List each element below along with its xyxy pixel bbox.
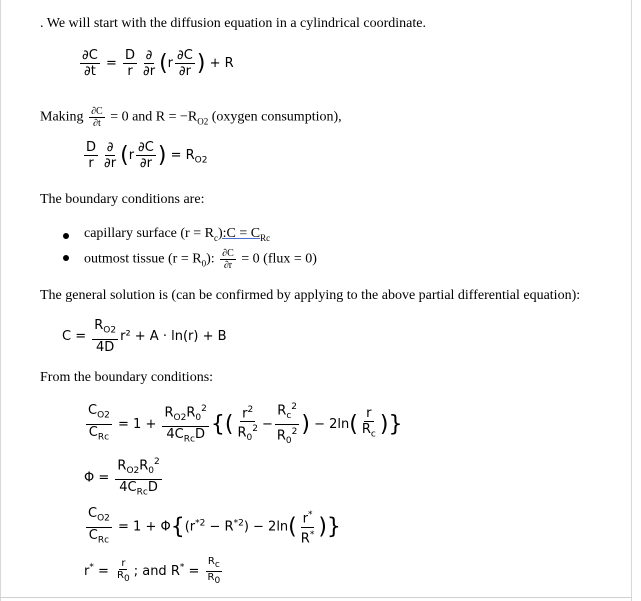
general-solution-text: The general solution is (can be confirmed by applying to the above partial differential equation): [40, 288, 581, 303]
boundary-condition-capillary: capillary surface $(r = R_c):C = C_{Rc}$ [84, 226, 271, 243]
intro-text: . We will start with the diffusion equation in a cylindrical coordinate. [40, 16, 426, 31]
page-border-left [0, 0, 1, 601]
equation-general-solution: C = $\frac{R_{O2}}{4D}$ r² + A · ln(r) + B [62, 318, 227, 355]
equation-dimensionless: $\frac{C_{O2}}{C_{Rc}}$ = $1 + \Phi\{(r^{*2} - R^{*2}) - 2\ln$( $\frac{r^*}{R^*}$ )} [88, 506, 341, 546]
equation-diffusion: $\frac{\partial C}{\partial t}$ = $\frac{D}{r}$ $\frac{\partial}{\partial r}$ (r $\frac{\partial C}{\partial r}$ ) + R [82, 48, 234, 79]
equation-concentration-ratio: $\frac{C_{O2}}{C_{Rc}}$ = 1 + $\frac{R_{O2}R_0^2}{4C_{Rc}D}$ {( $\frac{r^2}{R_0^2}$ − $\frac{R_c^2}{R_0^2}$ ) − 2ln( $\frac{r}{R_c}$ )} [88, 402, 403, 446]
boundary-condition-outmost: outmost tissue $(r = R_0)$: $\frac{\partial C}{\partial r}$ = 0 (flux = 0) [84, 248, 317, 271]
from-boundary-text: From the boundary conditions: [40, 370, 214, 385]
equation-steady-state: $\frac{D}{r}$ $\frac{\partial}{\partial r}$ (r $\frac{\partial C}{\partial r}$ ) = $R_{O2}$ [86, 140, 208, 171]
equation-definitions: r* = $\frac{r}{R_0}$ ; and R* = $\frac{R_c}{R_0}$ [84, 556, 221, 586]
equation-phi: Φ = $\frac{R_{O2}R_0^2}{4C_{Rc}D}$ [84, 457, 160, 498]
bullet-marker [63, 255, 69, 261]
boundary-heading: The boundary conditions are: [40, 192, 205, 207]
bullet-marker [63, 233, 69, 239]
page-border-right [631, 0, 632, 601]
making-text: Making $\frac{\partial C}{\partial t}$ = 0 and $R = -R_{O2}$ (oxygen consumption), [40, 106, 342, 129]
page-border-bottom [0, 597, 632, 598]
